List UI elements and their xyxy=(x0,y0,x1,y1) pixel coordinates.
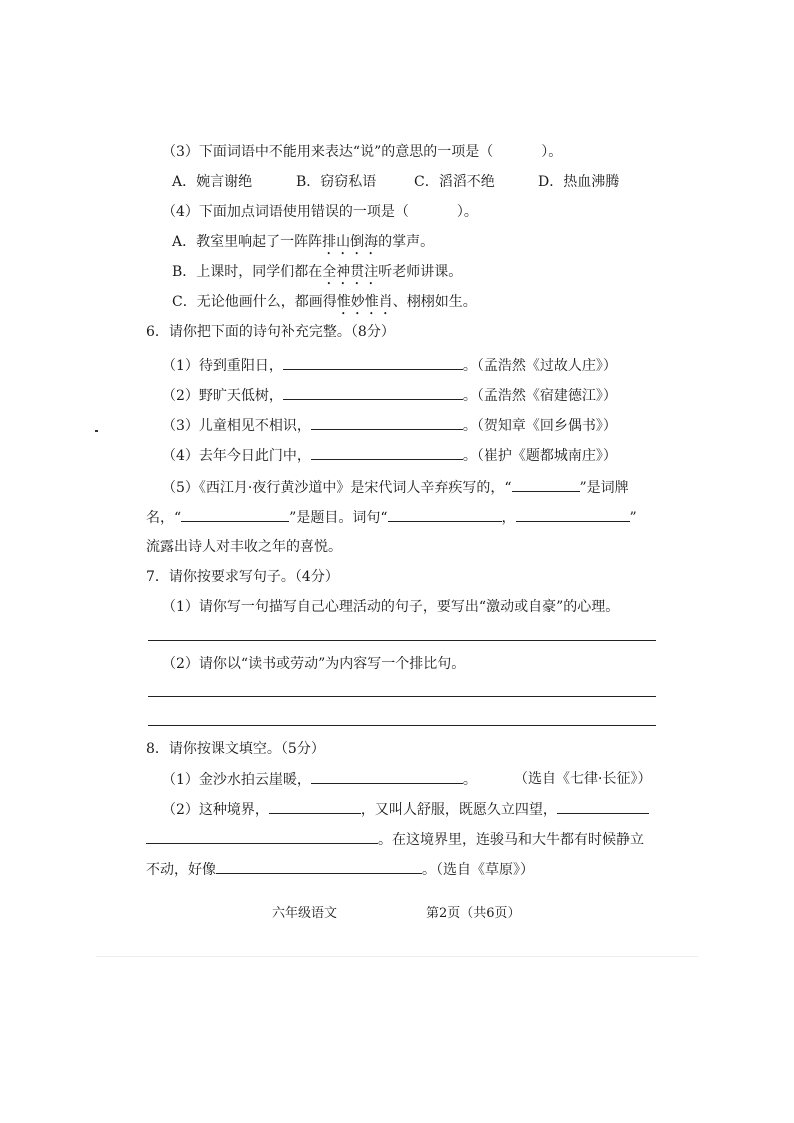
q6-line-6 xyxy=(146,507,637,528)
q5-4-option-c xyxy=(172,292,477,318)
q6-l1-prompt: （1）待到重阳日， xyxy=(162,358,283,374)
q6-l4-blank[interactable] xyxy=(311,445,463,460)
q8-l1-blank[interactable] xyxy=(311,769,463,784)
q8-l4-prompt: 不动，好像 xyxy=(146,862,216,878)
q6-l2-prompt: （2）野旷天低树， xyxy=(162,388,283,404)
q8-line-2 xyxy=(162,799,649,820)
q5-4-b-post: 听老师讲课。 xyxy=(378,264,463,280)
q5-3-option-b: B．窃窃私语 xyxy=(296,174,377,190)
q6-l5-text: （5）《西江月·夜行黄沙道中》是宋代词人辛弃疾写的，“ xyxy=(162,480,512,496)
q6-l6-b: ”是题目。词句“ xyxy=(289,510,388,526)
footer-page-number: 第2页（共6页） xyxy=(426,906,521,921)
page-bottom-edge xyxy=(96,956,698,957)
q8-l2-blank-1[interactable] xyxy=(269,799,361,814)
q6-verse-blank-1[interactable] xyxy=(388,507,502,522)
q6-line-3 xyxy=(162,415,617,436)
q6-l3-blank[interactable] xyxy=(311,415,463,430)
q8-line-1 xyxy=(162,769,477,790)
q6-l6-d: ” xyxy=(629,510,637,526)
q5-4-stem xyxy=(162,202,478,222)
q6-title-blank[interactable] xyxy=(181,507,289,522)
q5-4-c-dotted-word: 惟妙惟肖 xyxy=(336,294,393,310)
q6-l1-source: 。（孟浩然《过故人庄》） xyxy=(462,358,617,374)
q8-l1-prompt: （1）金沙水拍云崖暖， xyxy=(162,772,311,788)
q6-title: 6．请你把下面的诗句补充完整。（8分） xyxy=(146,324,395,340)
q5-3-option-c: C．滔滔不绝 xyxy=(414,174,495,190)
q6-line-4 xyxy=(162,445,617,466)
q5-3-option-d: D．热血沸腾 xyxy=(538,174,620,190)
q8-line-4 xyxy=(146,859,534,880)
q6-l2-blank[interactable] xyxy=(283,385,463,400)
q8-l1-end: 。 xyxy=(462,772,477,788)
q7-answer-line-2[interactable] xyxy=(148,696,656,697)
q8-line-3 xyxy=(146,829,644,850)
footer-subject: 六年级语文 xyxy=(272,906,338,921)
q6-verse-blank-2[interactable] xyxy=(516,507,630,522)
q7-title: 7．请你按要求写句子。（4分） xyxy=(146,569,339,585)
q6-cipai-blank[interactable] xyxy=(512,477,580,492)
q5-4-b-dotted-word: 全神贯注 xyxy=(322,264,379,280)
q6-l4-prompt: （4）去年今日此门中， xyxy=(162,448,311,464)
q5-4-a-pre: A．教室里响起了一阵阵 xyxy=(172,234,323,250)
q5-4-stem-a: （4）下面加点词语使用错误的一项是（ xyxy=(162,204,409,220)
q6-l3-prompt: （3）儿童相见不相识， xyxy=(162,418,311,434)
q5-4-option-b xyxy=(172,262,462,288)
q5-4-option-a xyxy=(172,232,434,258)
q8-l4-blank[interactable] xyxy=(216,859,422,874)
q8-l3-blank[interactable] xyxy=(146,829,378,844)
q6-l1-blank[interactable] xyxy=(283,355,463,370)
q6-l6-c: ， xyxy=(501,510,516,526)
q5-3-stem xyxy=(162,142,562,162)
q5-4-c-post: 、栩栩如生。 xyxy=(392,294,477,310)
q6-l6-a: 名，“ xyxy=(146,510,182,526)
q5-4-c-pre: C．无论他画什么，都画得 xyxy=(172,294,337,310)
q8-l3-text: 。在这境界里，连骏马和大牛都有时候静立 xyxy=(378,832,644,848)
q5-4-a-dotted-word: 排山倒海 xyxy=(322,234,379,250)
q7-answer-line-3[interactable] xyxy=(148,725,656,726)
q6-line-5 xyxy=(162,477,629,498)
q5-4-b-pre: B．上课时，同学们都在 xyxy=(172,264,323,280)
q8-l2-text: ，又叫人舒服，既愿久立四望， xyxy=(360,802,557,818)
q6-l4-source: 。（崔护《题都城南庄》） xyxy=(462,448,617,464)
q5-3-option-a: A．婉言谢绝 xyxy=(172,174,253,190)
q5-3-stem-b: ）。 xyxy=(541,144,563,160)
q8-l2-prompt: （2）这种境界， xyxy=(162,802,269,818)
q6-line-2 xyxy=(162,385,617,406)
q6-line-1 xyxy=(162,355,617,376)
q8-l1-source: （选自《七律·长征》） xyxy=(514,771,652,787)
q7-sub-1: （1）请你写一句描写自己心理活动的句子，要写出“激动或自豪”的心理。 xyxy=(162,599,620,615)
q5-4-a-post: 的掌声。 xyxy=(378,234,435,250)
q6-line-7: 流露出诗人对丰收之年的喜悦。 xyxy=(146,539,342,555)
q5-4-stem-b: ）。 xyxy=(456,204,478,220)
scan-mark xyxy=(95,430,98,432)
q6-l5-tail: ”是词牌 xyxy=(579,480,629,496)
q5-3-stem-a: （3）下面词语中不能用来表达“说”的意思的一项是（ xyxy=(162,144,494,160)
q8-l2-blank-2[interactable] xyxy=(557,799,649,814)
q8-l4-source: 。（选自《草原》） xyxy=(422,862,534,878)
q7-answer-line-1[interactable] xyxy=(148,640,656,641)
q6-l2-source: 。（孟浩然《宿建德江》） xyxy=(462,388,617,404)
q7-sub-2: （2）请你以“读书或劳动”为内容写一个排比句。 xyxy=(162,656,466,672)
q8-title: 8．请你按课文填空。（5分） xyxy=(146,741,325,757)
q6-l3-source: 。（贺知章《回乡偶书》） xyxy=(462,418,617,434)
